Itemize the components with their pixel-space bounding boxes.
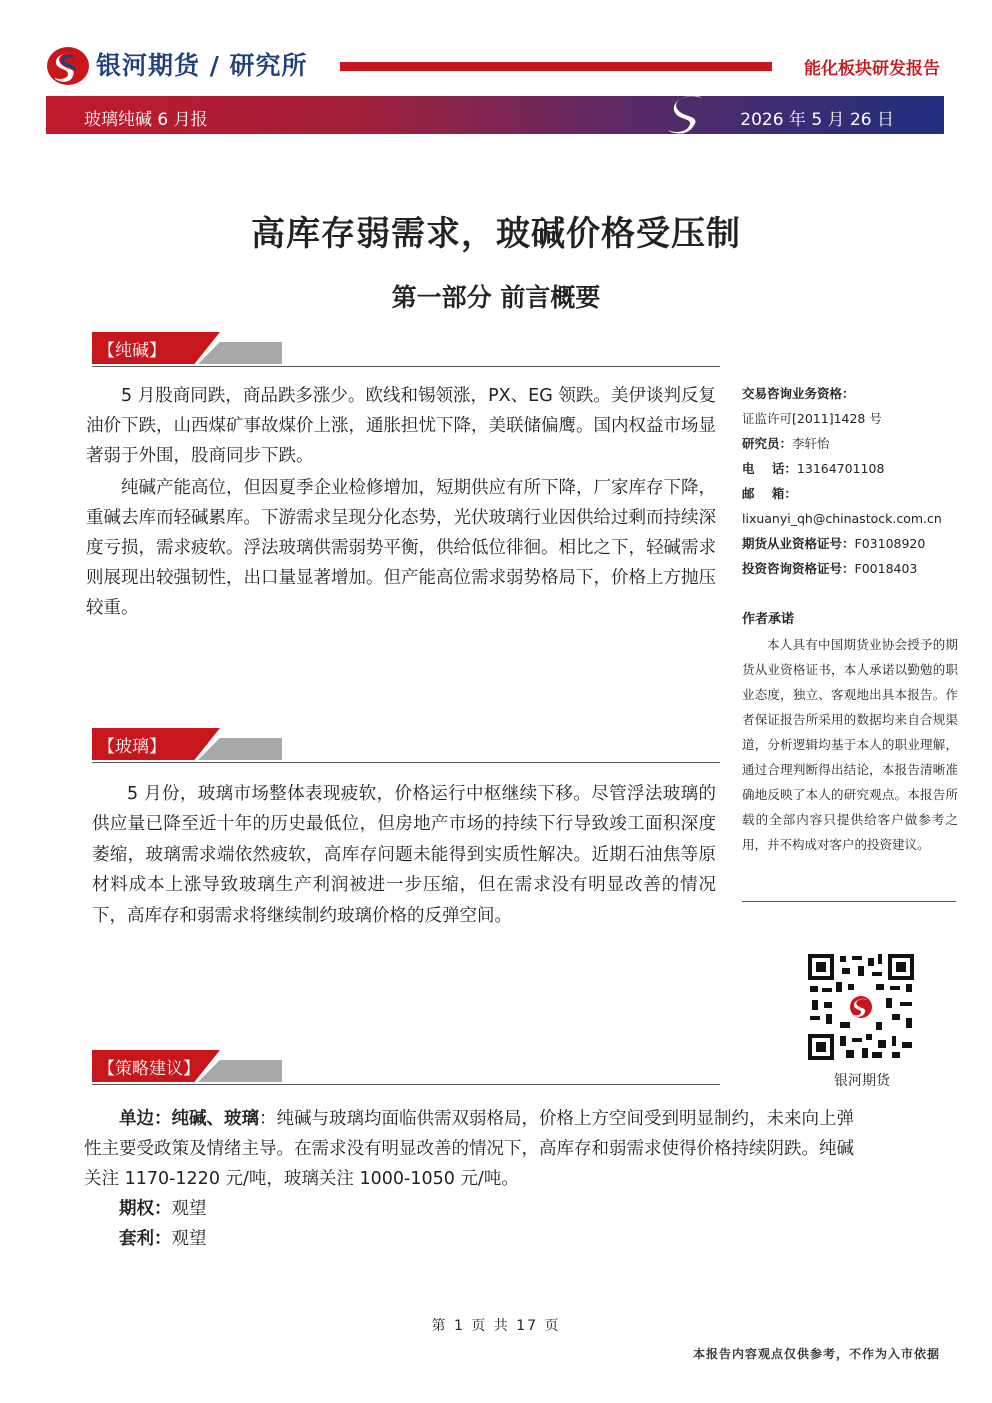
section-divider [92,1084,720,1085]
brand-name: 银河期货 / 研究所 [96,51,308,80]
sidebar-divider [742,901,956,902]
futures-cert-value: F03108920 [854,536,926,551]
section-tag-glass [92,728,282,760]
page-title: 高库存弱需求，玻碱价格受压制 [251,214,741,254]
section-tag-soda [92,332,282,364]
invest-cert-value: F0018403 [854,561,918,576]
header-rule [340,62,772,71]
strategy-single-text: ：纯碱与玻璃均面临供需双弱格局，价格上方空间受到明显制约，未来向上弹性主要受政策及情绪主导。在需求没有明显改善的情况下，高库存和弱需求使得价格持续阴跌。纯碱关注 1170-1220 元/吨，玻璃关注 1000-1050 元/吨。 [84,1109,854,1189]
strategy-arb-text: 观望 [171,1229,207,1249]
pledge-title: 作者承诺 [742,612,795,627]
section-tag-strategy [92,1050,282,1082]
section-tag-label: 【纯碱】 [98,341,166,361]
page-number: 第 1 页 共 17 页 [431,1318,561,1334]
company-logo-icon [46,46,90,86]
phone-value: 13164701108 [796,461,885,476]
footer-disclaimer: 本报告内容观点仅供参考，不作为入市依据 [692,1347,940,1361]
invest-cert-label: 投资咨询资格证号： [742,561,855,576]
soda-paragraph-1: 5 月股商同跌，商品跌多涨少。欧线和锡领涨，PX、EG 领跌。美伊谈判反复油价下跌，山西煤矿事故煤价上涨，通胀担忧下降，美联储偏鹰。国内权益市场显著弱于外围，股商同步下跌。 [86,386,716,466]
strategy-arb-label: 套利： [119,1229,172,1249]
pledge-text: 本人具有中国期货业协会授予的期货从业资格证书，本人承诺以勤勉的职业态度，独立、客观地出具本报告。作者保证报告所采用的数据均来自合规渠道，分析逻辑均基于本人的职业理解，通过合理判断得出结论，本报告清晰准确地反映了本人的研究观点。本报告所载的全部内容只提供给客户做参考之用，并不构成对客户的投资建议。 [742,637,958,852]
report-name: 玻璃纯碱 6 月报 [84,110,208,130]
section-tag-label: 【玻璃】 [98,737,166,757]
license-label: 交易咨询业务资格： [742,386,855,401]
section-divider [92,762,720,763]
qr-code-icon[interactable] [806,952,916,1062]
strategy-block [84,1104,862,1254]
email-value[interactable]: lixuanyi_qh@chinastock.com.cn [742,511,942,526]
phone-label: 电 话： [742,461,797,476]
section-subtitle: 第一部分 前言概要 [391,283,601,312]
strategy-single-label: 单边：纯碱、玻璃 [119,1109,259,1129]
strategy-option [84,1194,862,1224]
section-divider [92,366,720,367]
researcher-info [742,381,956,581]
futures-cert-label: 期货从业资格证号： [742,536,855,551]
researcher-value: 李轩怡 [792,436,830,451]
strategy-option-label: 期权： [119,1199,172,1219]
soda-paragraph-2: 纯碱产能高位，但因夏季企业检修增加，短期供应有所下降，厂家库存下降，重碱去库而轻碱累库。下游需求呈现分化态势，光伏玻璃行业因供给过剩而持续深度亏损，需求疲软。浮法玻璃供需弱势平衡，供给低位徘徊。相比之下，轻碱需求则展现出较强韧性，出口量显著增加。但产能高位需求弱势格局下，价格上方抛压较重。 [86,478,716,618]
report-type: 能化板块研发报告 [804,59,940,79]
qr-caption: 银河期货 [834,1073,890,1089]
report-date: 2026 年 5 月 26 日 [740,110,894,130]
email-label: 邮 箱： [742,486,797,501]
section-tag-label: 【策略建议】 [98,1059,200,1079]
license-value: 证监许可[2011]1428 号 [742,411,882,426]
strategy-option-text: 观望 [171,1199,207,1219]
strategy-single [84,1104,862,1194]
strategy-arbitrage [84,1224,862,1254]
glass-paragraph-1: 5 月份，玻璃市场整体表现疲软，价格运行中枢继续下移。尽管浮法玻璃的供应量已降至近十年的历史最低位，但房地产市场的持续下行导致竣工面积深度萎缩，玻璃需求端依然疲软，高库存问题未能得到实质性解决。近期石油焦等原材料成本上涨导致玻璃生产利润被进一步压缩，但在需求没有明显改善的情况下，高库存和弱需求将继续制约玻璃价格的反弹空间。 [92,784,716,926]
researcher-label: 研究员： [742,436,793,451]
